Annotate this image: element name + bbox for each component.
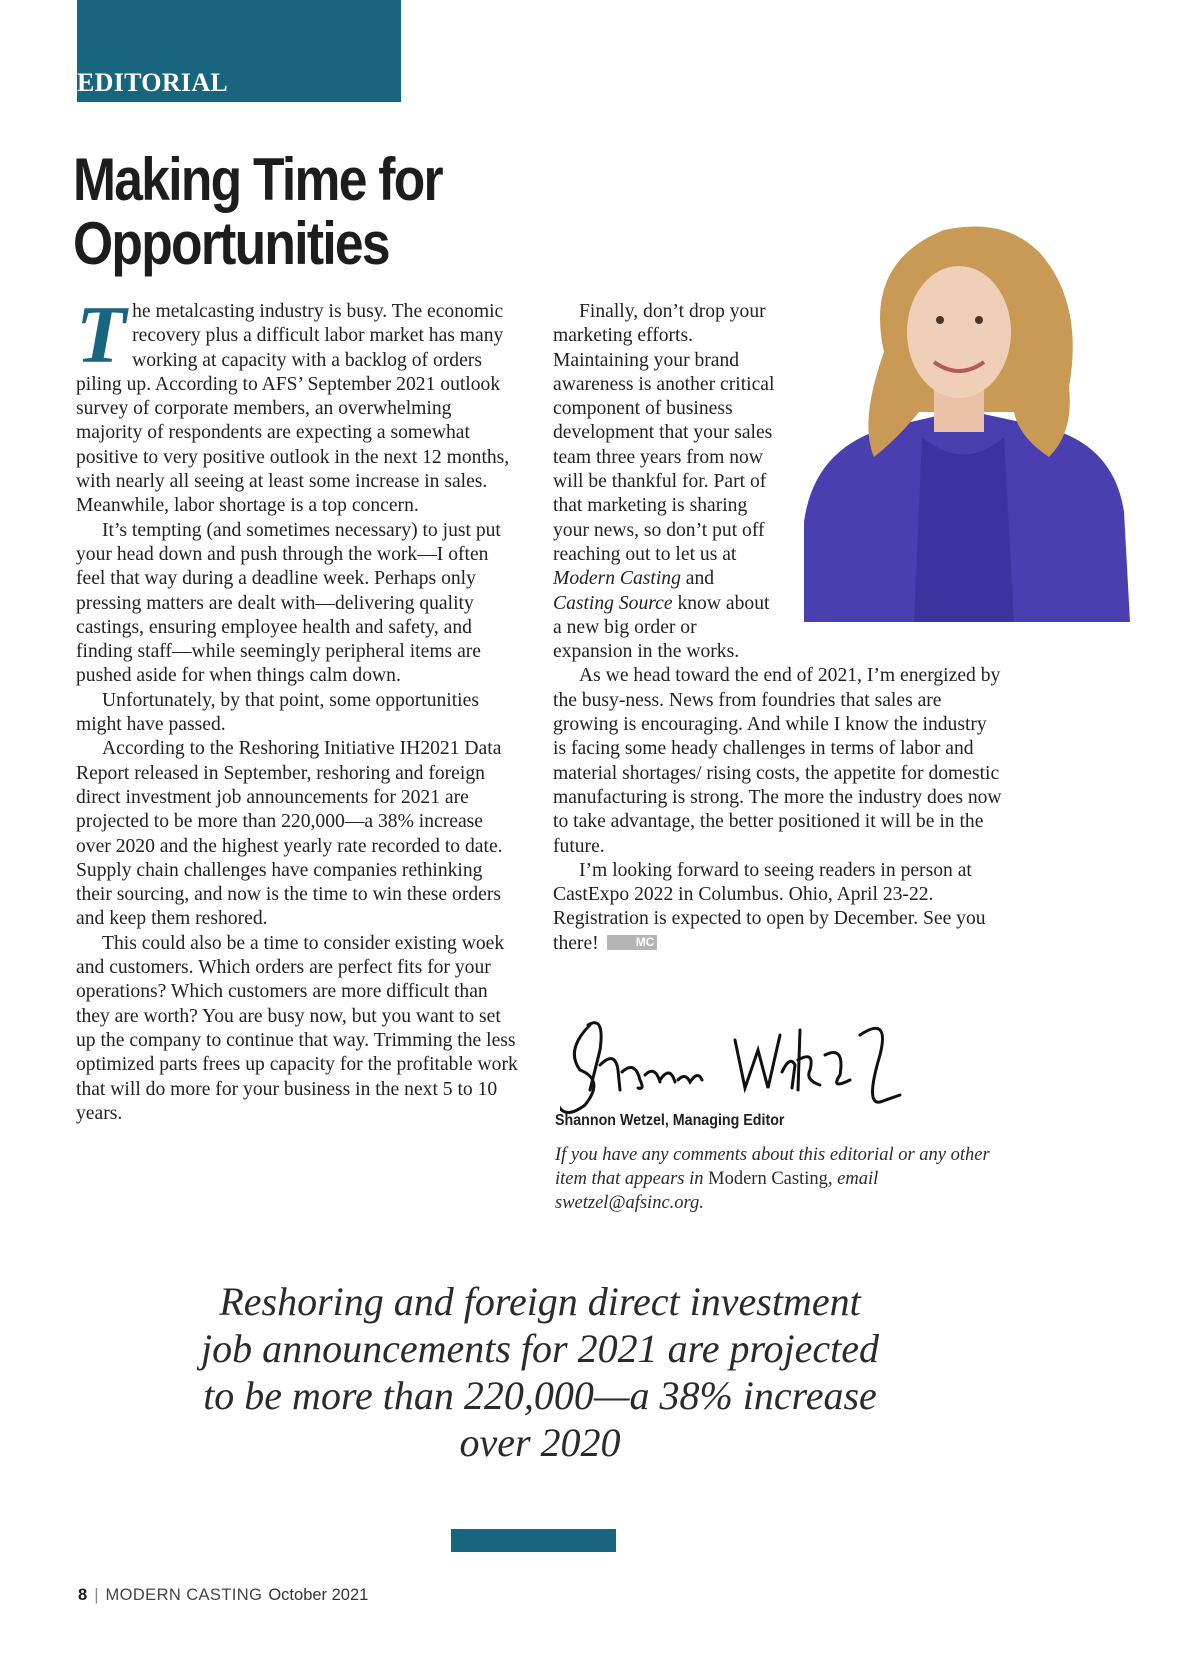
paragraph-closing-text: I’m looking forward to seeing readers in person at CastExpo 2022 in Columbus. Ohio, April 23-22. Registration is expected to open by December. See you there!: [553, 859, 986, 954]
signature-name: Shannon Wetzel, Managing Editor: [555, 1112, 785, 1129]
footer-separator: |: [94, 1586, 99, 1604]
page-footer: [78, 1586, 368, 1605]
portrait-eye: [936, 316, 944, 324]
paragraph: Unfortunately, by that point, some opportunities might have passed.: [76, 689, 479, 736]
page-number: 8: [78, 1586, 88, 1604]
paragraph-marketing-text: know about a new big order or expansion in the works.: [553, 592, 770, 663]
portrait-face: [907, 266, 1011, 398]
portrait-eye: [975, 316, 983, 324]
paragraph-marketing-text: and: [680, 568, 715, 590]
paragraph: According to the Reshoring Initiative IH2021 Data Report released in September, reshoring and foreign direct investment job announcements for 2021 are projected to be more than 220,000—a 38% increase over 2020 and the highest yearly rate recorded to date. Supply chain challenges have companies rethinking their sourcing, and now is the time to win these orders and keep them reshored.: [76, 738, 503, 930]
paragraph: This could also be a time to consider existing woek and customers. Which orders are perfect fits for your operations? Which customers are more difficult than they are worth? You are busy now, but you want to set up the company to continue that way. Trimming the less optimized parts frees up capacity for the profitable work that will do more for your business in the next 5 to 10 years.: [76, 932, 518, 1124]
pull-quote-bar: [451, 1529, 616, 1552]
contact-note: [555, 1143, 1015, 1215]
drop-cap: T: [76, 289, 127, 380]
paragraph: It’s tempting (and sometimes necessary) to just put your head down and push through the work—I often feel that way during a deadline week. Perhaps only pressing matters are dealt with—delivering quality castings, ensuring employee health and safety, and finding staff—while seemingly peripheral items are pushed aside for when things calm down.: [76, 519, 501, 687]
paragraph-marketing: [553, 300, 778, 664]
contact-note-text: , email swetzel@afsinc.org.: [555, 1169, 879, 1213]
section-label: EDITORIAL: [77, 68, 229, 97]
footer-magazine-name: MODERN CASTING: [105, 1586, 263, 1604]
left-column: [76, 289, 522, 1126]
paragraph: As we head toward the end of 2021, I’m energized by the busy-ness. News from foundries that sales are growing is encouraging. And while I know the industry is facing some heady challenges in terms of labor and material shortages/ rising costs, the appetite for domestic manufacturing is strong. The more the industry does now to take advantage, the better positioned it will be in the future.: [553, 665, 1002, 857]
magazine-name: Modern Casting: [553, 568, 681, 590]
editor-portrait: [804, 222, 1130, 622]
paragraph-intro: [76, 289, 522, 519]
headline: Making Time for Opportunities: [73, 146, 442, 277]
end-mark-badge: MC: [607, 935, 658, 950]
paragraph-intro-text: he metalcasting industry is busy. The economic recovery plus a difficult labor market has many working at capacity with a backlog of orders piling up. According to AFS’ September 2021 outlook survey of corporate members, an overwhelming majority of respondents are expecting a somewhat positive to very positive outlook in the next 12 months, with nearly all seeing at least some increase in sales. Meanwhile, labor shortage is a top concern.: [76, 301, 510, 517]
pull-quote: Reshoring and foreign direct investment job announcements for 2021 are projected to be more than 220,000—a 38% increase over 2020: [200, 1279, 880, 1465]
contact-note-magazine: Modern Casting: [708, 1169, 828, 1189]
footer-date: October 2021: [268, 1586, 369, 1604]
portrait-top: [914, 437, 1014, 622]
magazine-name: Casting Source: [553, 592, 673, 614]
paragraph-marketing-text: Finally, don’t drop your marketing efforts. Maintaining your brand awareness is another critical component of business development that your sales team three years from now will be thankful for. Part of that marketing is sharing your news, so don’t put off reaching out to let us at: [553, 301, 775, 565]
paragraph-closing: [553, 859, 1003, 956]
contact-note-text: If you have any comments about this editorial or any other item that appears in: [555, 1145, 990, 1189]
signature-image: [560, 1010, 940, 1120]
